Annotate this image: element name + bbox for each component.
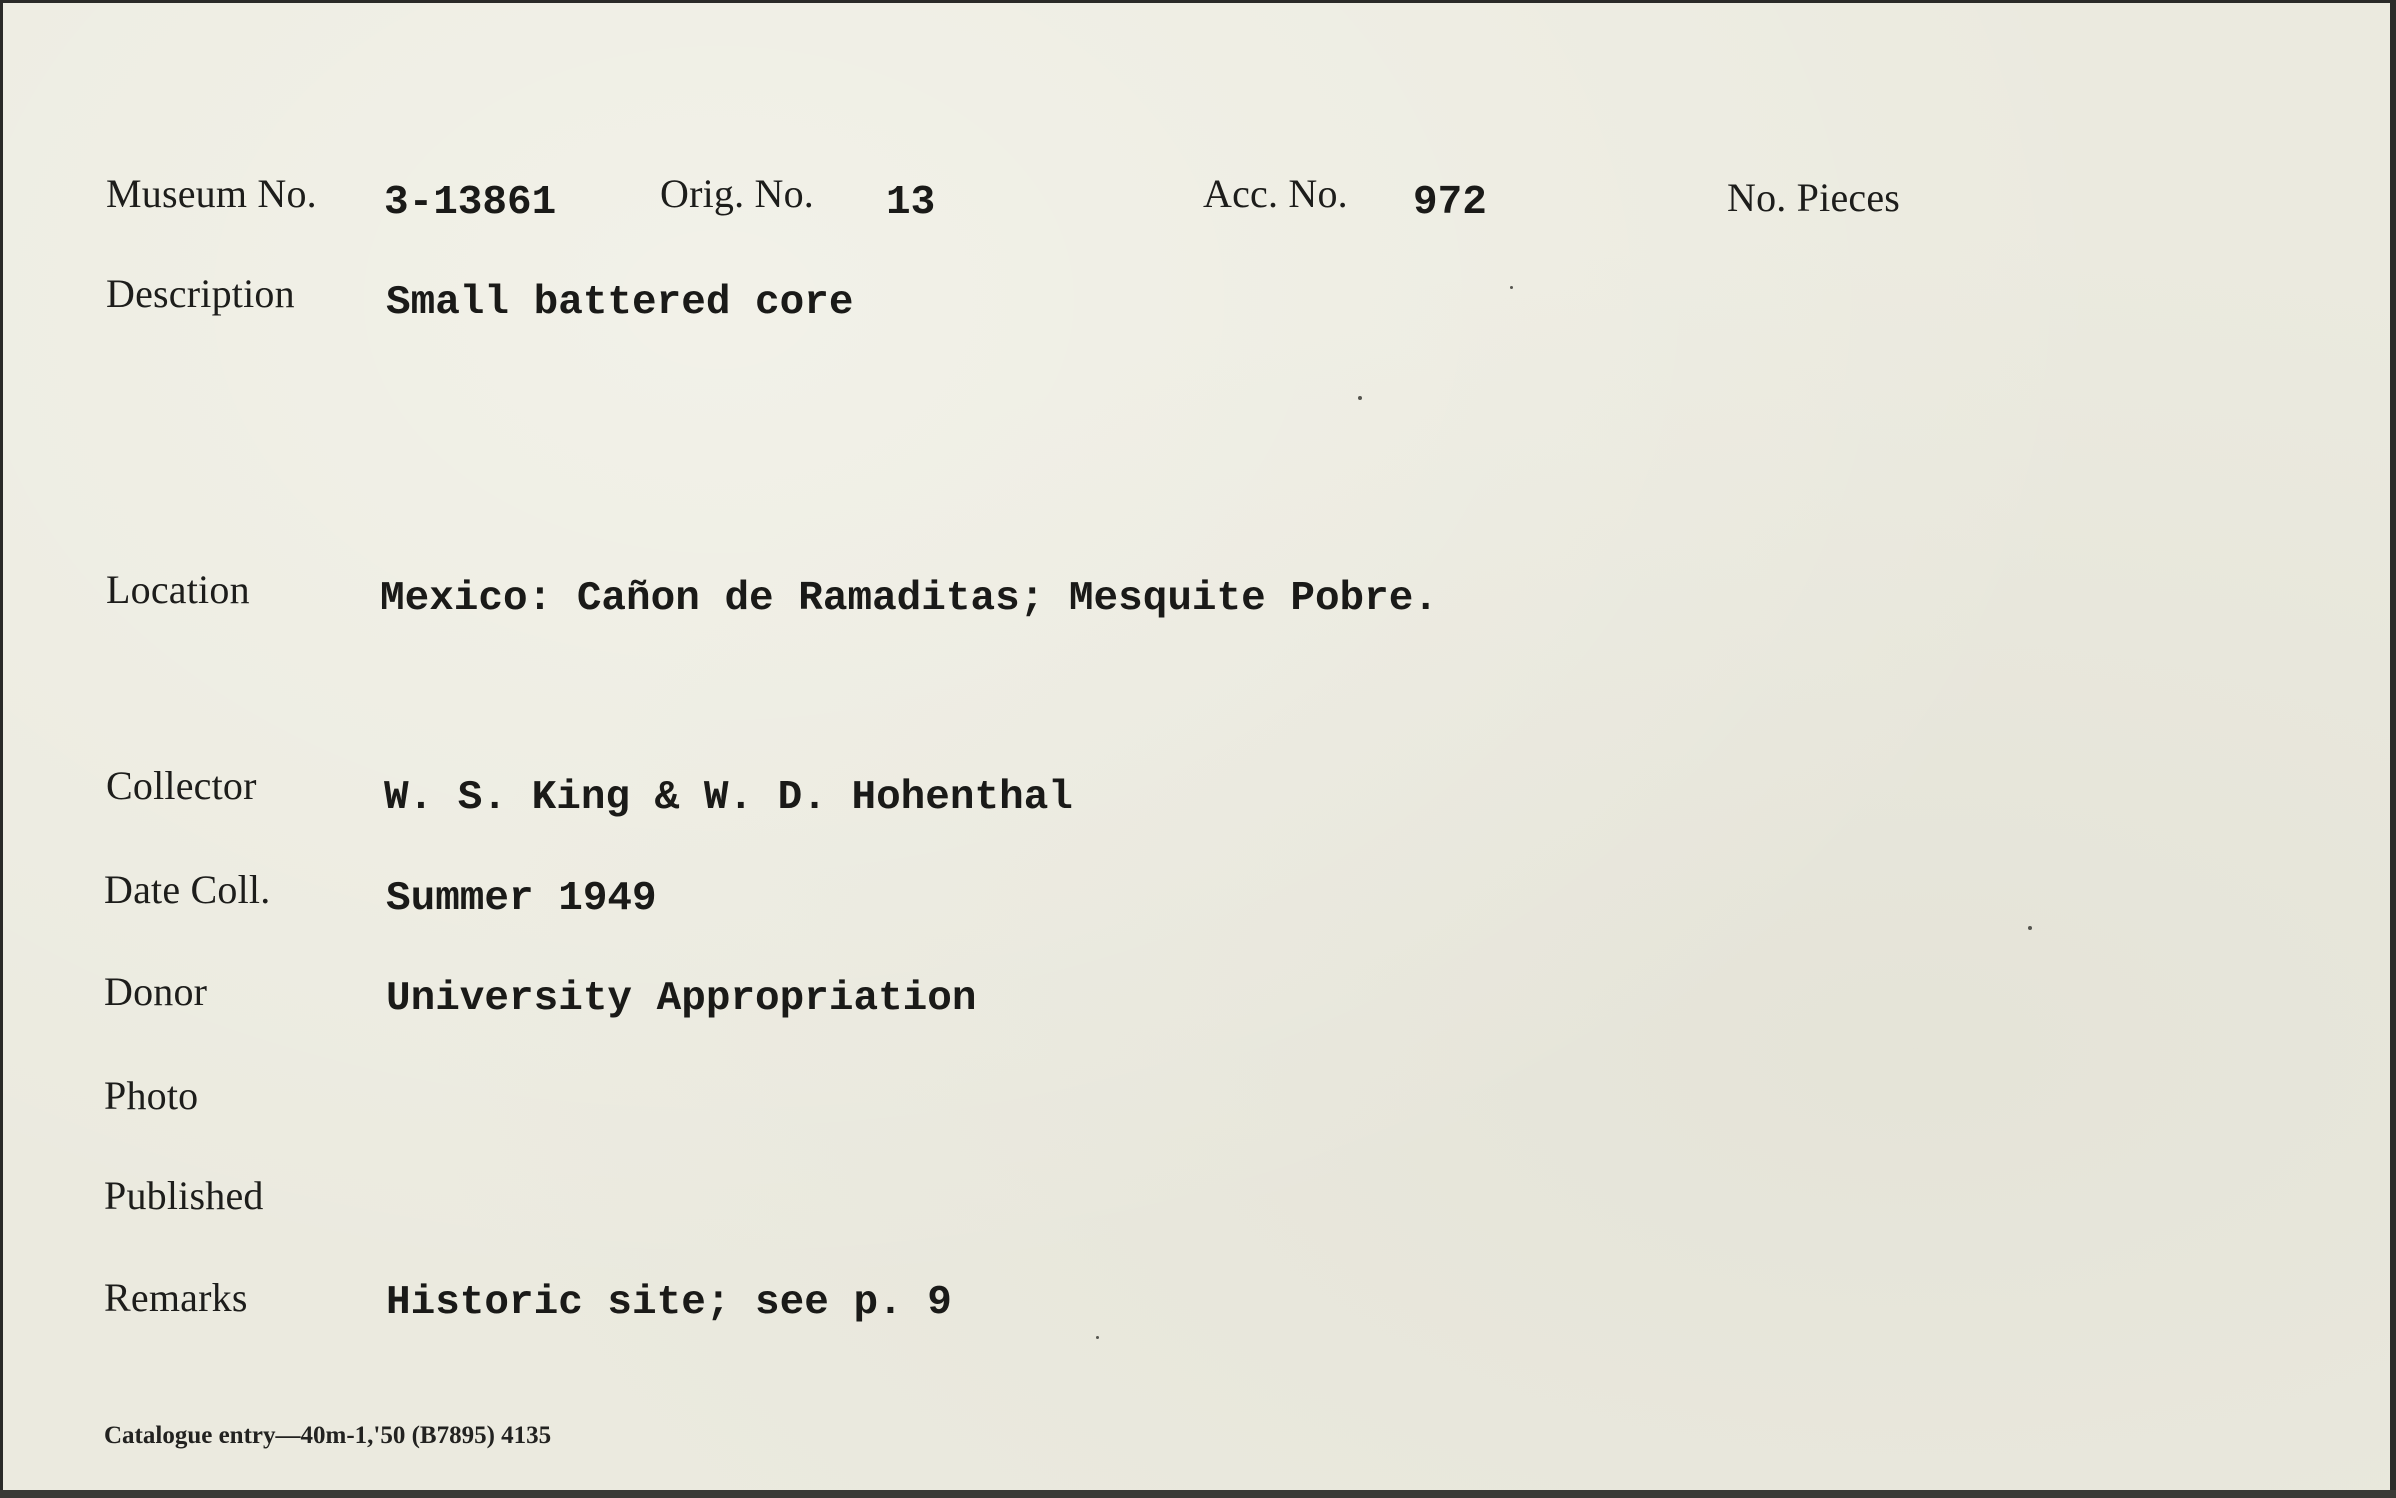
card-edge-bottom: [0, 1490, 2396, 1498]
acc-no-label: Acc. No.: [1203, 171, 1348, 216]
acc-no-value: 972: [1413, 180, 1487, 226]
orig-no-label: Orig. No.: [660, 171, 815, 216]
date-coll-value: Summer 1949: [386, 876, 657, 922]
description-label: Description: [106, 271, 295, 316]
no-pieces-label: No. Pieces: [1727, 175, 1901, 220]
catalogue-footer: Catalogue entry—40m-1,'50 (B7895) 4135: [104, 1422, 552, 1449]
remarks-value: Historic site; see p. 9: [386, 1280, 952, 1326]
published-label: Published: [104, 1173, 264, 1218]
location-value: Mexico: Cañon de Ramaditas; Mesquite Pobre.: [380, 576, 1438, 622]
paper-speck: [1358, 396, 1362, 400]
donor-label: Donor: [104, 969, 208, 1014]
museum-no-label: Museum No.: [106, 171, 317, 216]
collector-value: W. S. King & W. D. Hohenthal: [384, 775, 1073, 821]
card-edge-right: [2390, 0, 2396, 1498]
donor-value: University Appropriation: [386, 976, 977, 1022]
collector-label: Collector: [106, 763, 257, 808]
paper-speck: [1096, 1336, 1099, 1339]
orig-no-value: 13: [886, 180, 936, 226]
paper-speck: [2028, 926, 2032, 930]
description-value: Small battered core: [386, 280, 854, 326]
location-label: Location: [106, 567, 250, 612]
photo-label: Photo: [104, 1073, 199, 1118]
museum-no-value: 3-13861: [384, 180, 557, 226]
remarks-label: Remarks: [104, 1275, 248, 1320]
date-coll-label: Date Coll.: [104, 867, 271, 912]
paper-speck: [1510, 286, 1513, 289]
